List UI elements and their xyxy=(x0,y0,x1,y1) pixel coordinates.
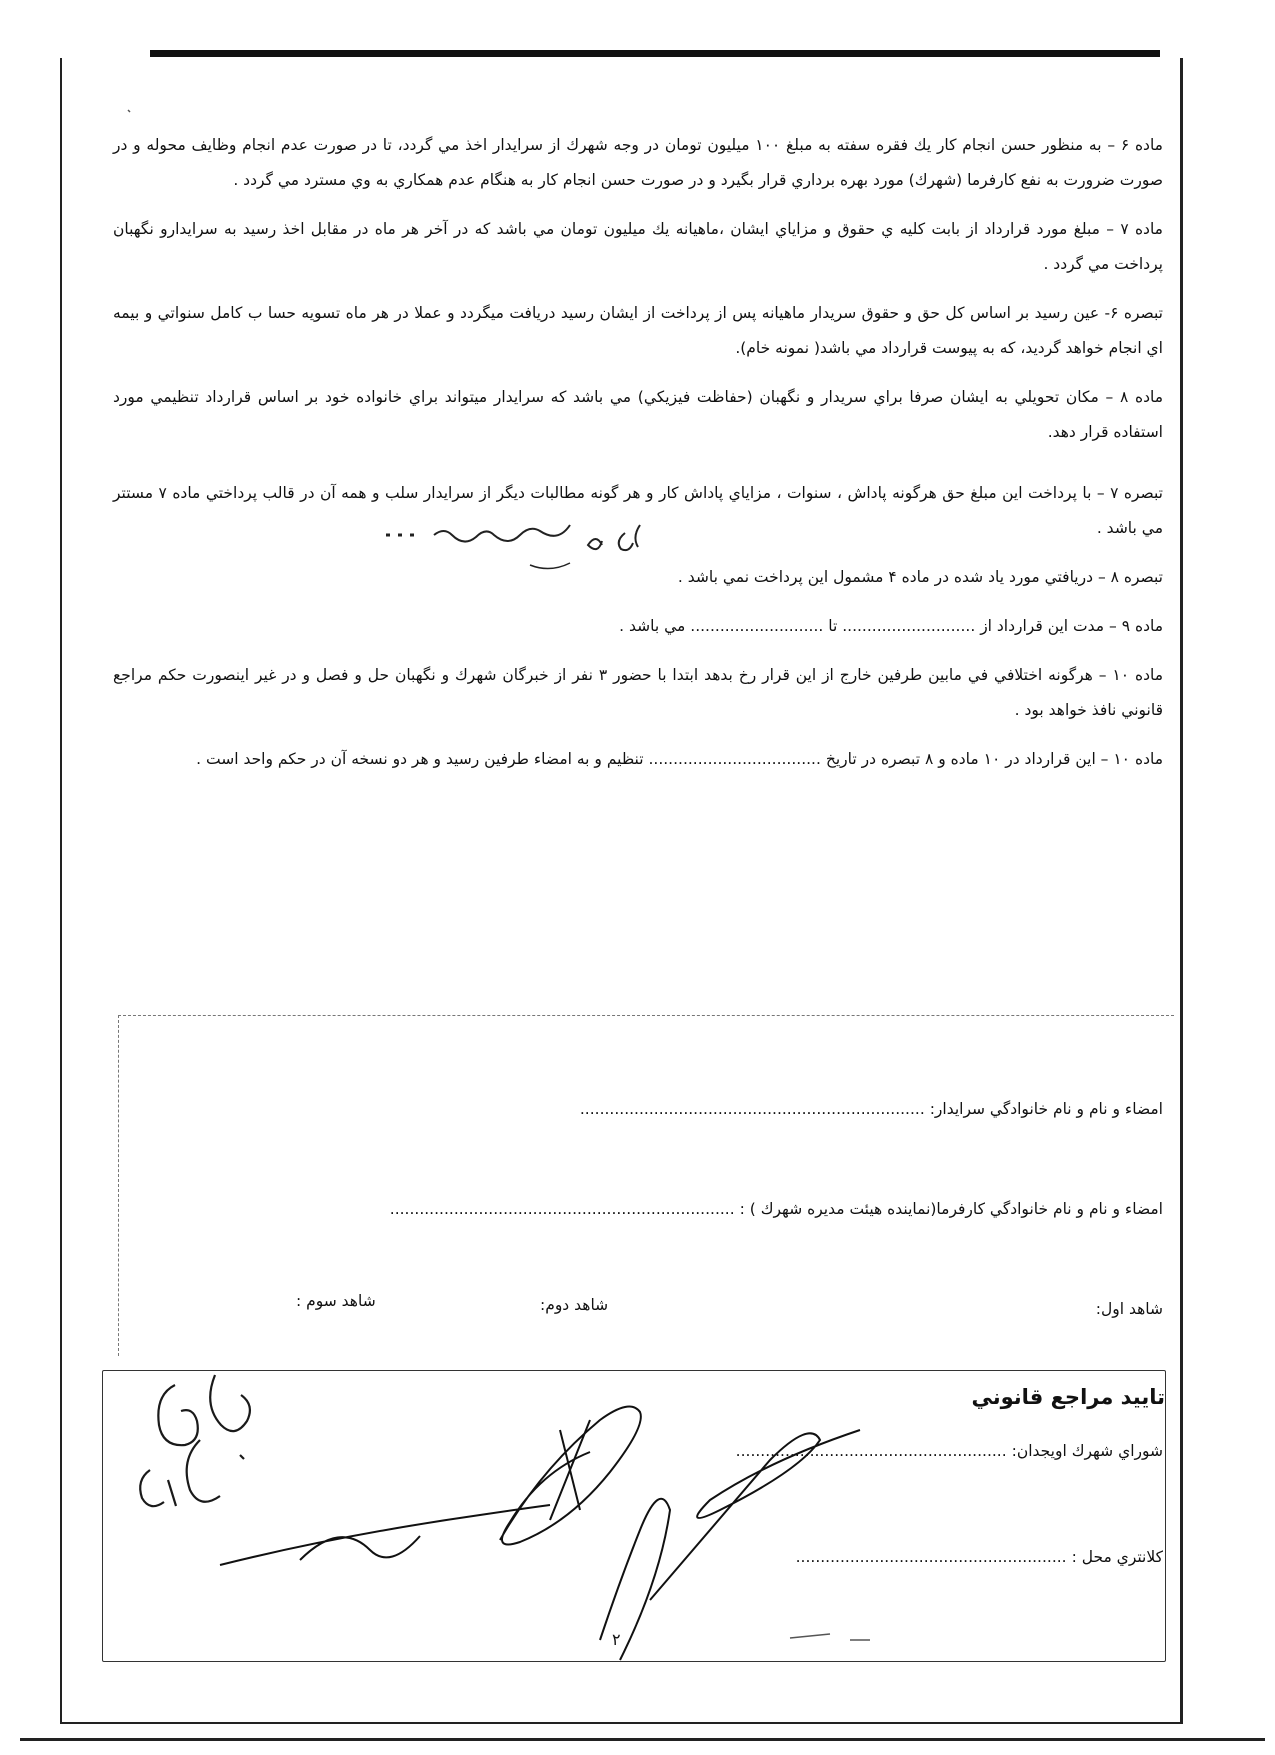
legal-approval-box xyxy=(102,1370,1166,1662)
article-9-prefix: ماده ۹ – مدت اين قرارداد از xyxy=(980,617,1163,635)
employer-signature-line xyxy=(390,1200,1163,1218)
article-9-suffix: مي باشد . xyxy=(619,617,686,635)
employer-signature-blank: ...................................................................... xyxy=(389,1200,735,1218)
article-9 xyxy=(113,609,1163,644)
council-line xyxy=(736,1442,1163,1460)
article-9-start-blank: ........................... xyxy=(842,617,976,635)
caretaker-signature-label: امضاء و نام و نام خانوادگي سرايدار: xyxy=(929,1100,1163,1118)
handwritten-annotation xyxy=(340,505,660,585)
article-9-end-blank: ........................... xyxy=(690,617,824,635)
note-7: تبصره ۷ – با پرداخت اين مبلغ حق هرگونه پاداش ، سنوات ، مزاياي پاداش كار و هر گونه مطالبات ديگر از سرايدار سلب و همه آن در قالب پرداختي ماده ۷ مستتر مي باشد . xyxy=(113,484,1163,537)
police-blank: ....................................................... xyxy=(795,1548,1067,1566)
council-label: شوراي شهرك اويجدان: xyxy=(1011,1442,1163,1460)
employer-signature-label: امضاء و نام و نام خانوادگي كارفرما(نماينده هيئت مديره شهرك ) : xyxy=(739,1200,1163,1218)
article-10-prefix: ماده ۱۰ – اين قرارداد در ۱۰ ماده و ۸ تبصره در تاريخ xyxy=(825,750,1163,768)
article-10-suffix: تنظيم و به امضاء طرفين رسيد و هر دو نسخه آن در حكم واحد است . xyxy=(196,750,644,768)
legal-approval-title: تاييد مراجع قانوني xyxy=(971,1385,1165,1409)
scan-top-edge xyxy=(150,50,1160,57)
note-6: تبصره ۶- عين رسيد بر اساس كل حق و حقوق سريدار ماهيانه پس از پرداخت از ايشان رسيد دريافت ميگردد و عملا در هر ماه تسويه حسا ب كامل سنواتي و بيمه اي انجام خواهد گرديد، كه به پيوست قرارداد مي باشد( نمونه خام). xyxy=(113,304,1163,357)
article-7: ماده ۷ – مبلغ مورد قرارداد از بابت كليه ي حقوق و مزاياي ايشان ،ماهيانه يك ميليون تومان مي باشد كه در آخر هر ماه در مقابل اخذ رسيد به سرايدارو نگهبان پرداخت مي گردد . xyxy=(113,220,1163,273)
article-6: ماده ۶ – به منظور حسن انجام كار يك فقره سفته به مبلغ ۱۰۰ ميليون تومان در وجه شهرك از سرايدار اخذ مي گردد، تا در صورت عدم انجام وظايف محوله و در صورت ضرورت به نفع كارفرما (شهرك) مورد بهره برداري قرار بگيرد و در صورت حسن انجام كار به هنگام عدم همكاري به وي مسترد مي گردد . xyxy=(113,136,1163,189)
article-10-disputes: ماده ۱۰ – هرگونه اختلافي في مابين طرفين خارج از اين قرار رخ بدهد ابتدا با حضور ۳ نفر از خبرگان شهرك و نگهبان حل و فصل و در غير اينصورت حكم مراجع قانوني نافذ خواهد بود . xyxy=(113,666,1163,719)
article-8: ماده ۸ – مكان تحويلي به ايشان صرفا براي سريدار و نگهبان (حفاظت فيزيكي) مي باشد كه سرايدار ميتواند براي خانواده خود بر اساس قرارداد تنظيمي مورد استفاده قرار دهد. xyxy=(113,388,1163,441)
article-10-execution xyxy=(113,742,1163,777)
article-10-date-blank: ................................... xyxy=(648,750,821,768)
caretaker-signature-line xyxy=(580,1100,1163,1118)
council-blank: ....................................................... xyxy=(735,1442,1007,1460)
contract-articles xyxy=(113,128,1163,791)
scan-bottom-edge xyxy=(20,1738,1265,1741)
witness-first: شاهد اول: xyxy=(1095,1300,1163,1318)
article-9-mid: تا xyxy=(828,617,838,635)
police-line xyxy=(796,1548,1163,1566)
witness-second: شاهد دوم: xyxy=(540,1296,609,1314)
police-label: كلانتري محل : xyxy=(1071,1548,1163,1566)
signature-area xyxy=(118,1015,1174,1356)
note-8: تبصره ۸ – دريافتي مورد ياد شده در ماده ۴ مشمول اين پرداخت نمي باشد . xyxy=(677,568,1163,586)
witness-third: شاهد سوم : xyxy=(296,1292,376,1310)
page-number: ۲ xyxy=(612,1630,621,1649)
caretaker-signature-blank: ...................................................................... xyxy=(579,1100,925,1118)
